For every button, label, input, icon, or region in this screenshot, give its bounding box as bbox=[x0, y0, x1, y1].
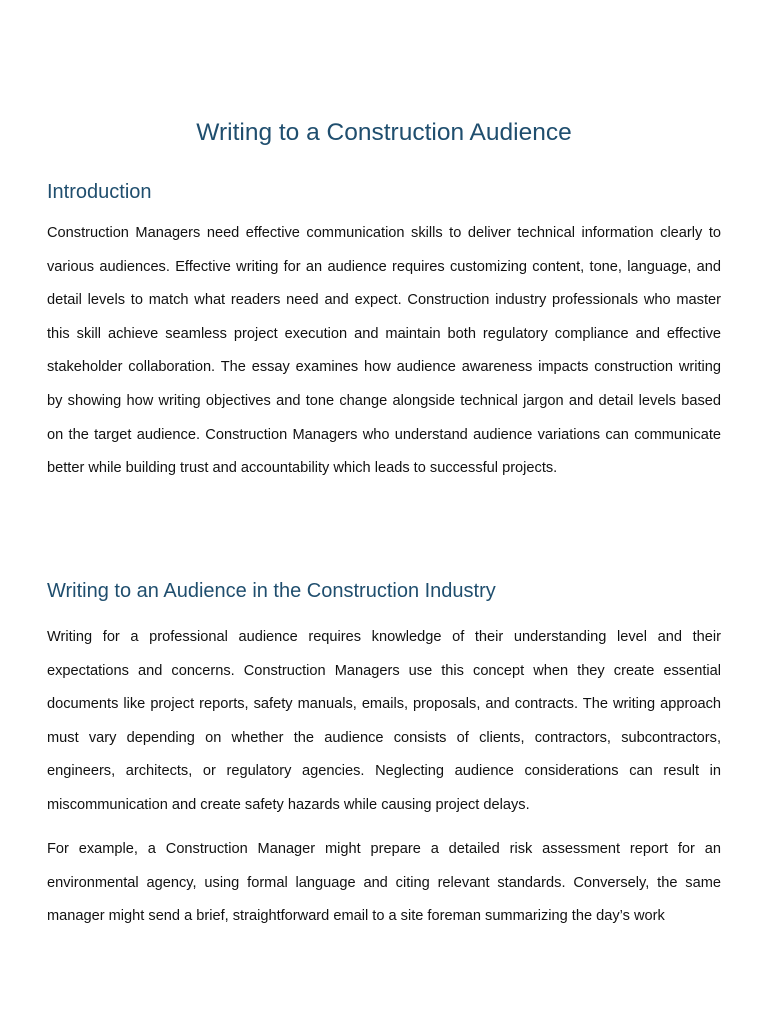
audience-paragraph-2: For example, a Construction Manager might prepare a detailed risk assessment report for an environmental agency, using formal language and citing relevant standards. Conversely, the same manager might send a brief, straightforward email to a site foreman summarizing the day’s work bbox=[47, 841, 721, 925]
audience-paragraph-1: Writing for a professional audience requires knowledge of their understanding level and their expectations and concerns. Construction Managers use this concept when they create essential documents like project reports, safety manuals, emails, proposals, and contracts. The writing approach must vary depending on whether the audience consists of clients, contractors, subcontractors, engineers, architects, or regulatory agencies. Neglecting audience considerations can result in miscommunication and create safety hazards while causing project delays. bbox=[47, 629, 721, 813]
introduction-paragraph: Construction Managers need effective communication skills to deliver technical information clearly to various audiences. Effective writing for an audience requires customizing content, tone, language, and detail levels to match what readers need and expect. Construction industry professionals who master this skill achieve seamless project execution and maintain both regulatory compliance and effective stakeholder collaboration. The essay examines how audience awareness impacts construction writing by showing how writing objectives and tone change alongside technical jargon and detail levels based on the target audience. Construction Managers who understand audience variations can communicate better while building trust and accountability which leads to successful projects. bbox=[47, 225, 721, 477]
section-heading-writing-to-audience: Writing to an Audience in the Construction Industry bbox=[47, 580, 496, 602]
section-heading-introduction: Introduction bbox=[47, 181, 152, 203]
document-title: Writing to a Construction Audience bbox=[196, 119, 572, 146]
